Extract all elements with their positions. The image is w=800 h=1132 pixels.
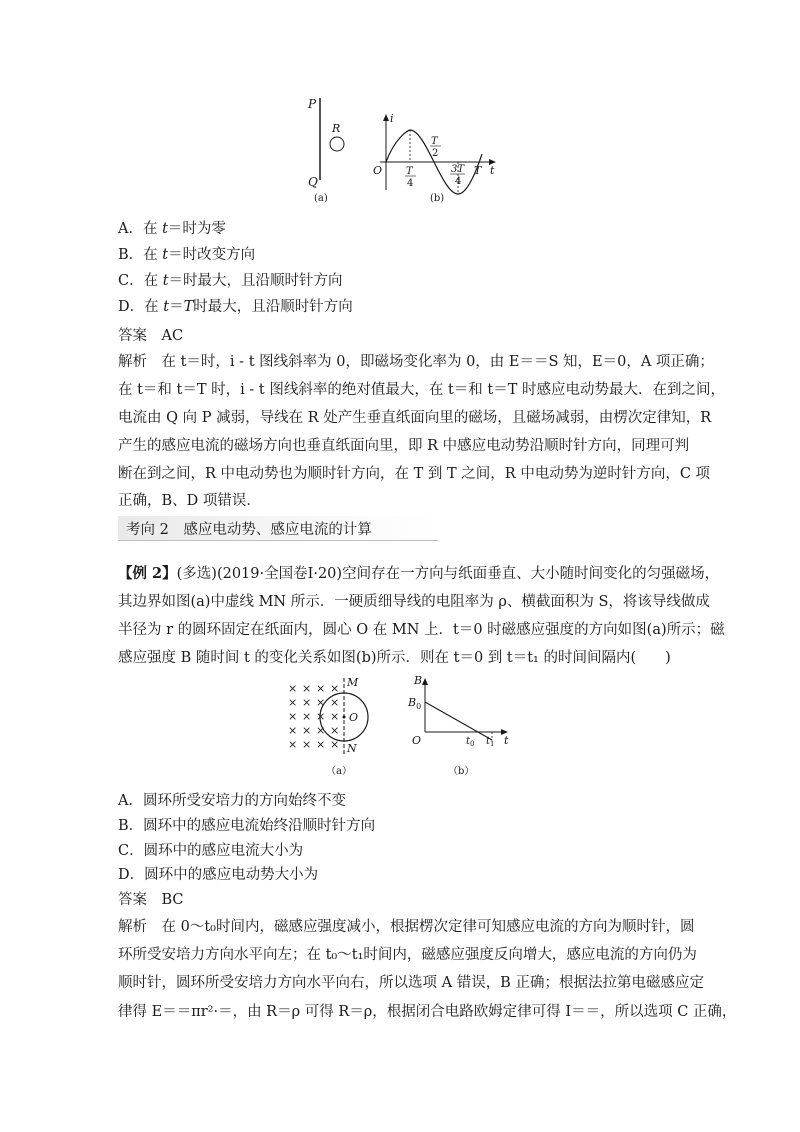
t1-label: $t_1$ — [486, 736, 495, 748]
q1-option-c: C．在 t＝时最大，且沿顺时针方向 — [118, 273, 343, 289]
figure-2 — [280, 670, 520, 782]
tick-3t-quarter-den: 4 — [455, 176, 462, 187]
label-q: Q — [308, 175, 318, 189]
magnetic-field-crosses — [288, 682, 339, 751]
q1-analysis-line-2: 在 t＝和 t＝T 时，i - t 图线斜率的绝对值最大，在 t＝和 t＝T 时感应电动势最大．在到之间， — [118, 382, 725, 398]
caption-b: (b) — [430, 193, 445, 204]
caption-a: (a) — [314, 193, 328, 204]
label-p: P — [308, 97, 317, 111]
axis-b-label: B — [414, 674, 423, 687]
q2-answer: 答案 BC — [118, 892, 184, 908]
axis-b-arrow — [422, 678, 428, 685]
example2-line-1: 【例 2】(多选)(2019·全国卷Ⅰ·20)空间存在一方向与纸面垂直、大小随时间变化的匀强磁场， — [118, 565, 720, 582]
tick-t-full: T — [474, 164, 482, 177]
q1-analysis-line-3: 电流由 Q 向 P 减弱，导线在 R 处产生垂直纸面向里的磁场，且磁场减弱，由楞次定律知，R — [118, 410, 712, 426]
axis-i-label: i — [390, 112, 394, 125]
svg-text:×: × — [316, 682, 326, 695]
t0-label: $t_0$ — [466, 736, 475, 748]
svg-text:×: × — [302, 738, 312, 751]
q1-option-b: B．在 t＝时改变方向 — [118, 247, 256, 263]
q1-analysis-line-1: 解析 在 t＝时，i - t 图线斜率为 0，即磁场变化率为 0，由 E＝＝S 知，E＝0，A 项正确； — [118, 354, 714, 370]
origin-label: O — [373, 164, 383, 177]
example2-label: 【例 2】 — [118, 565, 177, 582]
tick-t-half-den: 2 — [432, 148, 439, 159]
label-n: N — [347, 742, 357, 755]
svg-text:×: × — [288, 696, 298, 709]
q2-analysis-line-3: 顺时针，圆环所受安培力方向水平向右，所以选项 A 错误，B 正确；根据法拉第电磁感应定 — [118, 975, 704, 991]
q2-option-b: B．圆环中的感应电流始终沿顺时针方向 — [118, 818, 376, 834]
axis-i-arrow — [383, 114, 389, 121]
svg-text:×: × — [302, 696, 312, 709]
example2-line-3: 半径为 r 的圆环固定在纸面内，圆心 O 在 MN 上．t＝0 时磁感应强度的方向如图(a)所示；磁 — [118, 622, 725, 638]
b0-label: $B_0$ — [408, 696, 422, 711]
axis-t-2-label: t — [504, 734, 509, 747]
svg-text:×: × — [316, 738, 326, 751]
example2-line-4: 感应强度 B 随时间 t 的变化关系如图(b)所示．则在 t＝0 到 t＝t₁ 的时间间隔内( ) — [118, 650, 671, 666]
svg-text:×: × — [330, 682, 340, 695]
svg-text:×: × — [302, 724, 312, 737]
q1-option-a: A．在 t＝时为零 — [118, 221, 226, 237]
q2-option-d: D．圆环中的感应电动势大小为 — [118, 867, 319, 883]
section-title: 考向 2 感应电动势、感应电流的计算 — [126, 522, 372, 538]
q1-answer: 答案 AC — [118, 328, 184, 344]
label-r: R — [332, 122, 341, 135]
svg-text:×: × — [302, 710, 312, 723]
example2-line-2: 其边界如图(a)中虚线 MN 所示．一硬质细导线的电阻率为 ρ、横截面积为 S，将该导线做成 — [118, 594, 710, 610]
tick-t-half-num: T — [431, 136, 438, 147]
svg-text:×: × — [288, 710, 298, 723]
ring-r — [330, 137, 344, 151]
figure-1 — [300, 90, 520, 210]
tick-3t-quarter-num: 3T — [451, 164, 465, 175]
caption-b-2: （b） — [448, 766, 475, 777]
svg-text:×: × — [330, 738, 340, 751]
tick-t-quarter-num: T — [406, 166, 413, 177]
section-heading — [118, 516, 438, 541]
label-m: M — [347, 676, 359, 689]
q2-option-c: C．圆环中的感应电流大小为 — [118, 843, 304, 859]
axis-t-label: t — [490, 164, 495, 177]
q1-analysis-line-5: 断在到之间，R 中电动势也为顺时针方向，在 T 到 T 之间，R 中电动势为逆时针方向，C 项 — [118, 466, 711, 482]
q2-analysis-line-2: 环所受安培力方向水平向左；在 t₀～t₁时间内，磁感应强度反向增大，感应电流的方向仍为 — [118, 947, 697, 963]
q1-option-d: D．在 t＝T时最大，且沿顺时针方向 — [118, 299, 353, 315]
q1-analysis-line-4: 产生的感应电流的磁场方向也垂直纸面向里，即 R 中感应电动势沿顺时针方向，同理可判 — [118, 438, 690, 454]
tick-t-quarter-den: 4 — [407, 178, 414, 189]
b-t-graph-line — [425, 702, 492, 740]
svg-text:×: × — [316, 724, 326, 737]
caption-a-2: （a） — [326, 766, 352, 777]
svg-text:×: × — [316, 696, 326, 709]
origin-label-2: O — [412, 734, 422, 747]
svg-text:×: × — [288, 724, 298, 737]
svg-text:×: × — [330, 696, 340, 709]
svg-text:×: × — [330, 724, 340, 737]
svg-text:×: × — [288, 682, 298, 695]
q2-analysis-line-1: 解析 在 0～t₀时间内，磁感应强度减小，根据楞次定律可知感应电流的方向为顺时针，圆 — [118, 919, 695, 935]
svg-text:×: × — [302, 682, 312, 695]
q2-analysis-line-4: 律得 E＝＝πr²·＝，由 R＝ρ 可得 R＝ρ，根据闭合电路欧姆定律可得 I＝＝，所以选项 C 正确， — [118, 1004, 737, 1020]
ring-center — [343, 716, 346, 719]
svg-text:×: × — [330, 710, 340, 723]
svg-text:×: × — [288, 738, 298, 751]
q2-option-a: A．圆环所受安培力的方向始终不变 — [118, 793, 346, 809]
svg-text:×: × — [316, 710, 326, 723]
q1-analysis-line-6: 正确，B、D 项错误． — [118, 493, 261, 509]
label-o-center: O — [349, 711, 359, 724]
